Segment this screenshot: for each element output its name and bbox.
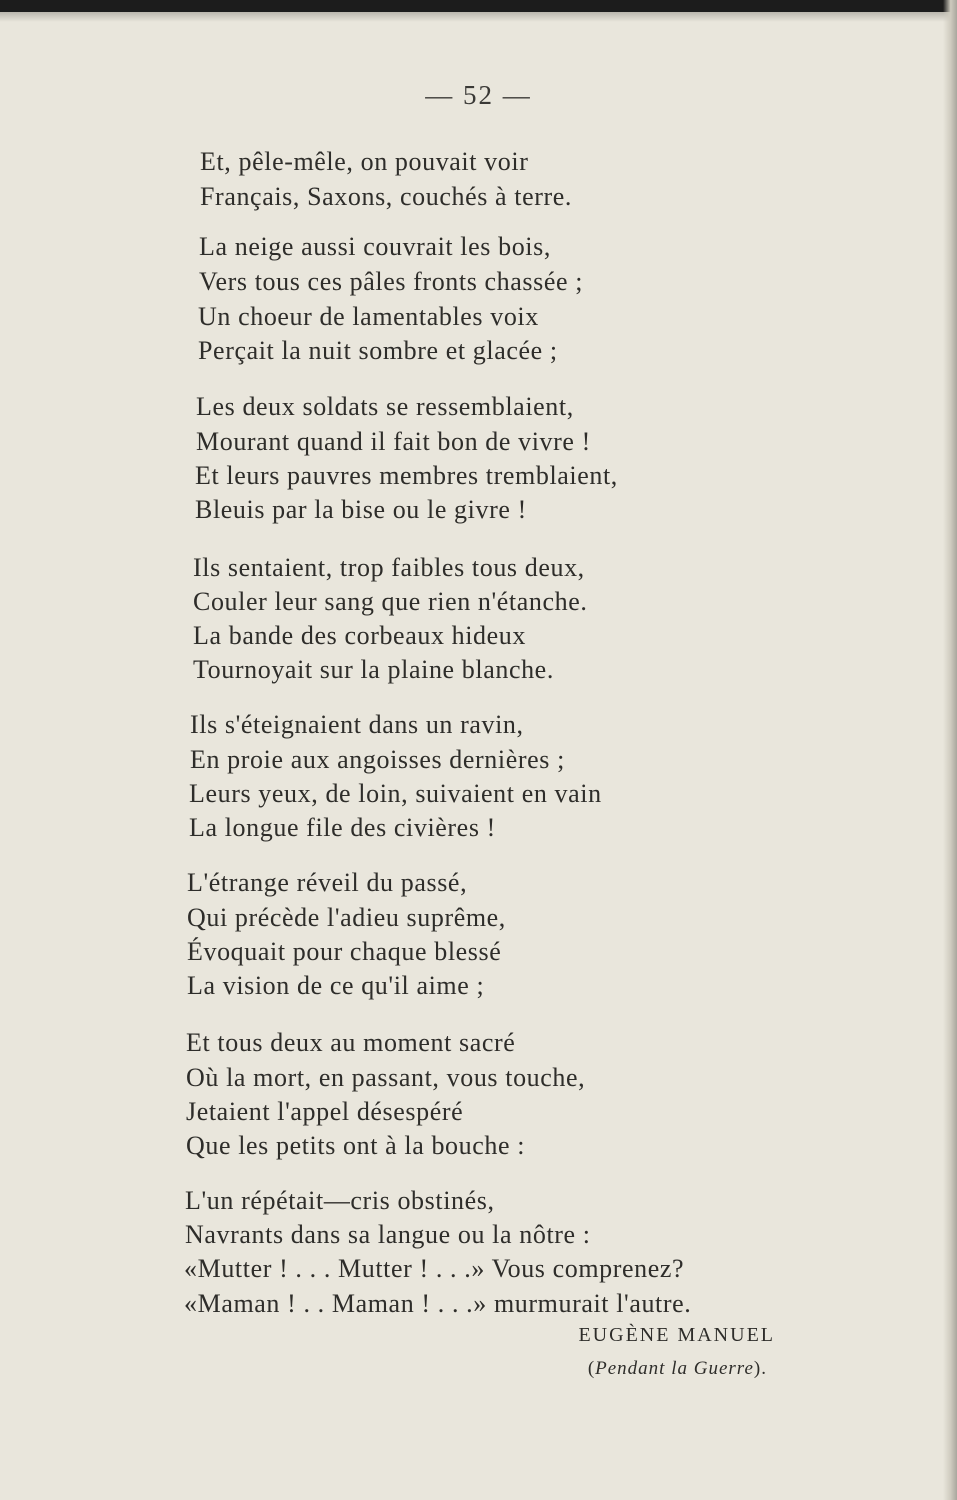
poem-line: Ils sentaient, trop faibles tous deux, (193, 553, 585, 582)
poem-line: Un choeur de lamentables voix (198, 302, 539, 331)
poem-line: Évoquait pour chaque blessé (187, 937, 502, 966)
poem-line: Où la mort, en passant, vous touche, (186, 1063, 586, 1092)
poem-line: Bleuis par la bise ou le givre ! (195, 495, 527, 524)
author-signature: EUGÈNE MANUEL (578, 1324, 775, 1346)
poem-line: Couler leur sang que rien n'étanche. (193, 587, 588, 616)
poem-line: En proie aux angoisses dernières ; (190, 745, 565, 774)
poem-line: L'étrange réveil du passé, (187, 868, 468, 897)
poem-line: La vision de ce qu'il aime ; (187, 971, 485, 1000)
poem-line: Que les petits ont à la bouche : (186, 1131, 526, 1160)
subtitle-open-paren: ( (587, 1358, 596, 1379)
poem-line: Et tous deux au moment sacré (186, 1028, 516, 1057)
poem-line: Français, Saxons, couchés à terre. (200, 182, 572, 211)
poem-line: Vers tous ces pâles fronts chassée ; (199, 267, 584, 296)
poem-line: Leurs yeux, de loin, suivaient en vain (189, 779, 602, 808)
poem-line: Jetaient l'appel désespéré (186, 1097, 464, 1126)
poem-line: Tournoyait sur la plaine blanche. (193, 655, 554, 684)
subtitle-text: Pendant la Guerre (595, 1358, 754, 1379)
poem-line: «Mutter ! . . . Mutter ! . . .» Vous comprenez? (184, 1254, 685, 1283)
page-number: — 52 — (425, 80, 532, 110)
poem-line: Qui précède l'adieu suprême, (187, 903, 506, 932)
poem-line: La bande des corbeaux hideux (193, 621, 527, 650)
poem-line: Ils s'éteignaient dans un ravin, (190, 710, 524, 739)
poem-line: «Maman ! . . Maman ! . . .» murmurait l'autre. (184, 1289, 692, 1318)
author-subtitle (588, 1358, 767, 1380)
poem-line: La neige aussi couvrait les bois, (199, 232, 551, 261)
poem-line: Mourant quand il fait bon de vivre ! (196, 427, 591, 456)
poem-line: Les deux soldats se ressemblaient, (196, 392, 574, 421)
poem-line: La longue file des civières ! (189, 813, 496, 842)
poem-line: Et, pêle-mêle, on pouvait voir (200, 147, 529, 176)
poem-line: Perçait la nuit sombre et glacée ; (198, 336, 558, 365)
poem-line: Navrants dans sa langue ou la nôtre : (185, 1220, 591, 1249)
page-top-edge (0, 0, 957, 12)
page-top-shadow (0, 12, 957, 22)
poem-line: Et leurs pauvres membres tremblaient, (195, 461, 618, 490)
page-right-edge (943, 0, 957, 1500)
poem-line: L'un répétait—cris obstinés, (185, 1186, 495, 1215)
subtitle-close-paren: ). (753, 1358, 767, 1379)
